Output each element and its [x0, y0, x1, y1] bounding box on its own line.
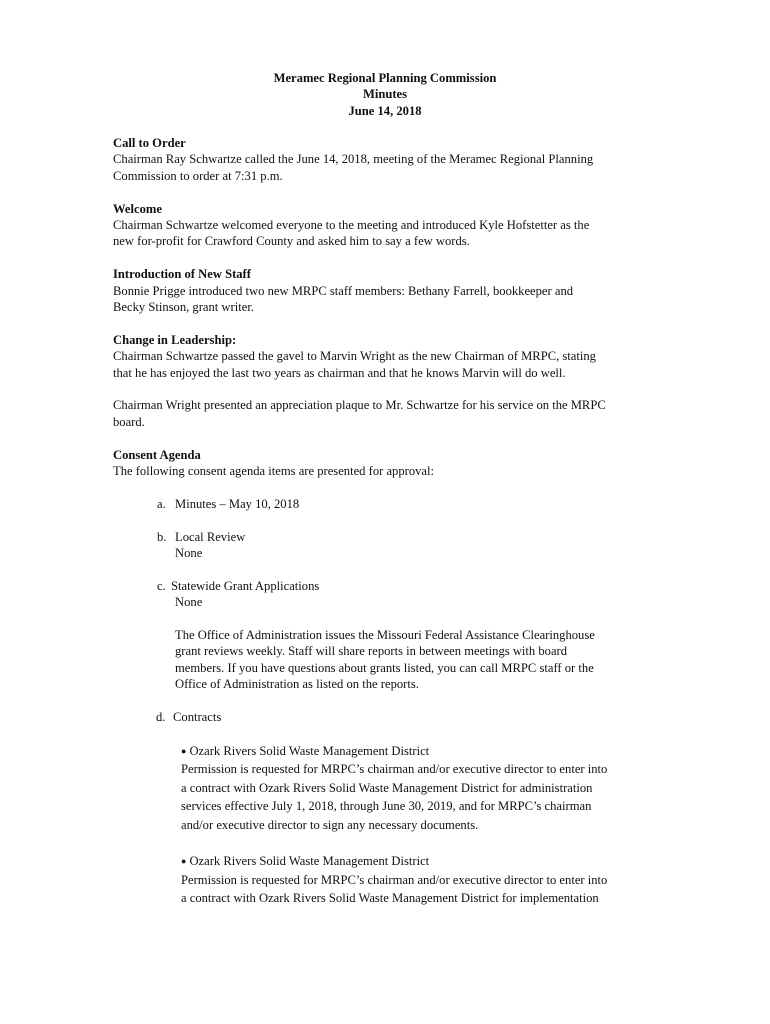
- bullet-icon: ●: [181, 745, 187, 756]
- paragraph-line: grant reviews weekly. Staff will share reports in between meetings with board: [175, 644, 568, 659]
- list-marker: b.: [157, 529, 167, 544]
- list-marker: a.: [157, 496, 166, 511]
- list-item-text: Minutes – May 10, 2018: [175, 496, 300, 511]
- bullet-title-line: [181, 852, 663, 871]
- section-heading: Change in Leadership:: [113, 332, 237, 347]
- section-heading: Introduction of New Staff: [113, 267, 251, 282]
- list-item-b: [113, 529, 663, 545]
- paragraph-line: Becky Stinson, grant writer.: [113, 300, 254, 315]
- paragraph-line: board.: [113, 414, 145, 429]
- paragraph-line: services effective July 1, 2018, through June 30, 2019, and for MRPC’s chairman: [181, 799, 592, 814]
- paragraph-line: The following consent agenda items are presented for approval:: [113, 464, 435, 479]
- paragraph-line: Permission is requested for MRPC’s chairman and/or executive director to enter into: [181, 872, 608, 887]
- paragraph-line: Chairman Schwartze welcomed everyone to the meeting and introduced Kyle Hofstetter as the: [113, 218, 590, 233]
- paragraph-line: a contract with Ozark Rivers Solid Waste Management District for implementation: [181, 891, 599, 906]
- list-marker: d.: [156, 710, 166, 725]
- paragraph-line: Bonnie Prigge introduced two new MRPC staff members: Bethany Farrell, bookkeeper and: [113, 283, 574, 298]
- section-welcome: [113, 201, 663, 250]
- paragraph-line: The Office of Administration issues the Missouri Federal Assistance Clearinghouse: [175, 628, 595, 643]
- document-body: [113, 135, 663, 908]
- section-new-staff: [113, 266, 663, 315]
- bullet-title: Ozark Rivers Solid Waste Management District: [189, 854, 430, 869]
- doc-type: Minutes: [362, 87, 408, 102]
- paragraph-line: Commission to order at 7:31 p.m.: [113, 168, 283, 183]
- meeting-date: June 14, 2018: [348, 103, 422, 118]
- bullet-icon: ●: [181, 856, 187, 867]
- paragraph-line: and/or executive director to sign any necessary documents.: [181, 817, 479, 832]
- list-item-sub: None: [175, 595, 203, 610]
- contract-bullet-2: [113, 852, 663, 908]
- paragraph-line: new for-profit for Crawford County and asked him to say a few words.: [113, 234, 470, 249]
- document-header: [0, 70, 770, 119]
- list-item-text: Local Review: [175, 529, 246, 544]
- grant-note: [113, 627, 663, 693]
- bullet-title: Ozark Rivers Solid Waste Management District: [189, 743, 430, 758]
- section-call-to-order: [113, 135, 663, 184]
- list-item-sub: None: [175, 546, 203, 561]
- paragraph-line: members. If you have questions about grants listed, you can call MRPC staff or the: [175, 660, 594, 675]
- paragraph-line: Office of Administration as listed on the reports.: [175, 677, 419, 692]
- list-item-text: Statewide Grant Applications: [171, 578, 320, 593]
- list-item-a: [113, 496, 663, 512]
- section-heading: Call to Order: [113, 136, 186, 150]
- section-consent-agenda: [113, 447, 663, 908]
- paragraph-line: that he has enjoyed the last two years as chairman and that he knows Marvin will do well.: [113, 365, 566, 380]
- paragraph-line: Permission is requested for MRPC’s chairman and/or executive director to enter into: [181, 762, 608, 777]
- bullet-title-line: [181, 742, 663, 761]
- paragraph-line: a contract with Ozark Rivers Solid Waste Management District for administration: [181, 780, 593, 795]
- list-item-c: [113, 578, 663, 594]
- list-item-text: Contracts: [173, 710, 222, 725]
- section-heading: Consent Agenda: [113, 447, 201, 462]
- contract-bullet-1: [113, 742, 663, 835]
- org-title: Meramec Regional Planning Commission: [273, 71, 497, 85]
- list-item-d: [113, 709, 663, 725]
- section-heading: Welcome: [113, 201, 162, 216]
- list-marker: c.: [157, 578, 166, 593]
- paragraph-line: Chairman Schwartze passed the gavel to Marvin Wright as the new Chairman of MRPC, stating: [113, 349, 596, 364]
- paragraph-line: Chairman Wright presented an appreciation plaque to Mr. Schwartze for his service on the MRPC: [113, 398, 606, 413]
- section-leadership: [113, 332, 663, 430]
- paragraph-line: Chairman Ray Schwartze called the June 14, 2018, meeting of the Meramec Regional Planning: [113, 152, 594, 167]
